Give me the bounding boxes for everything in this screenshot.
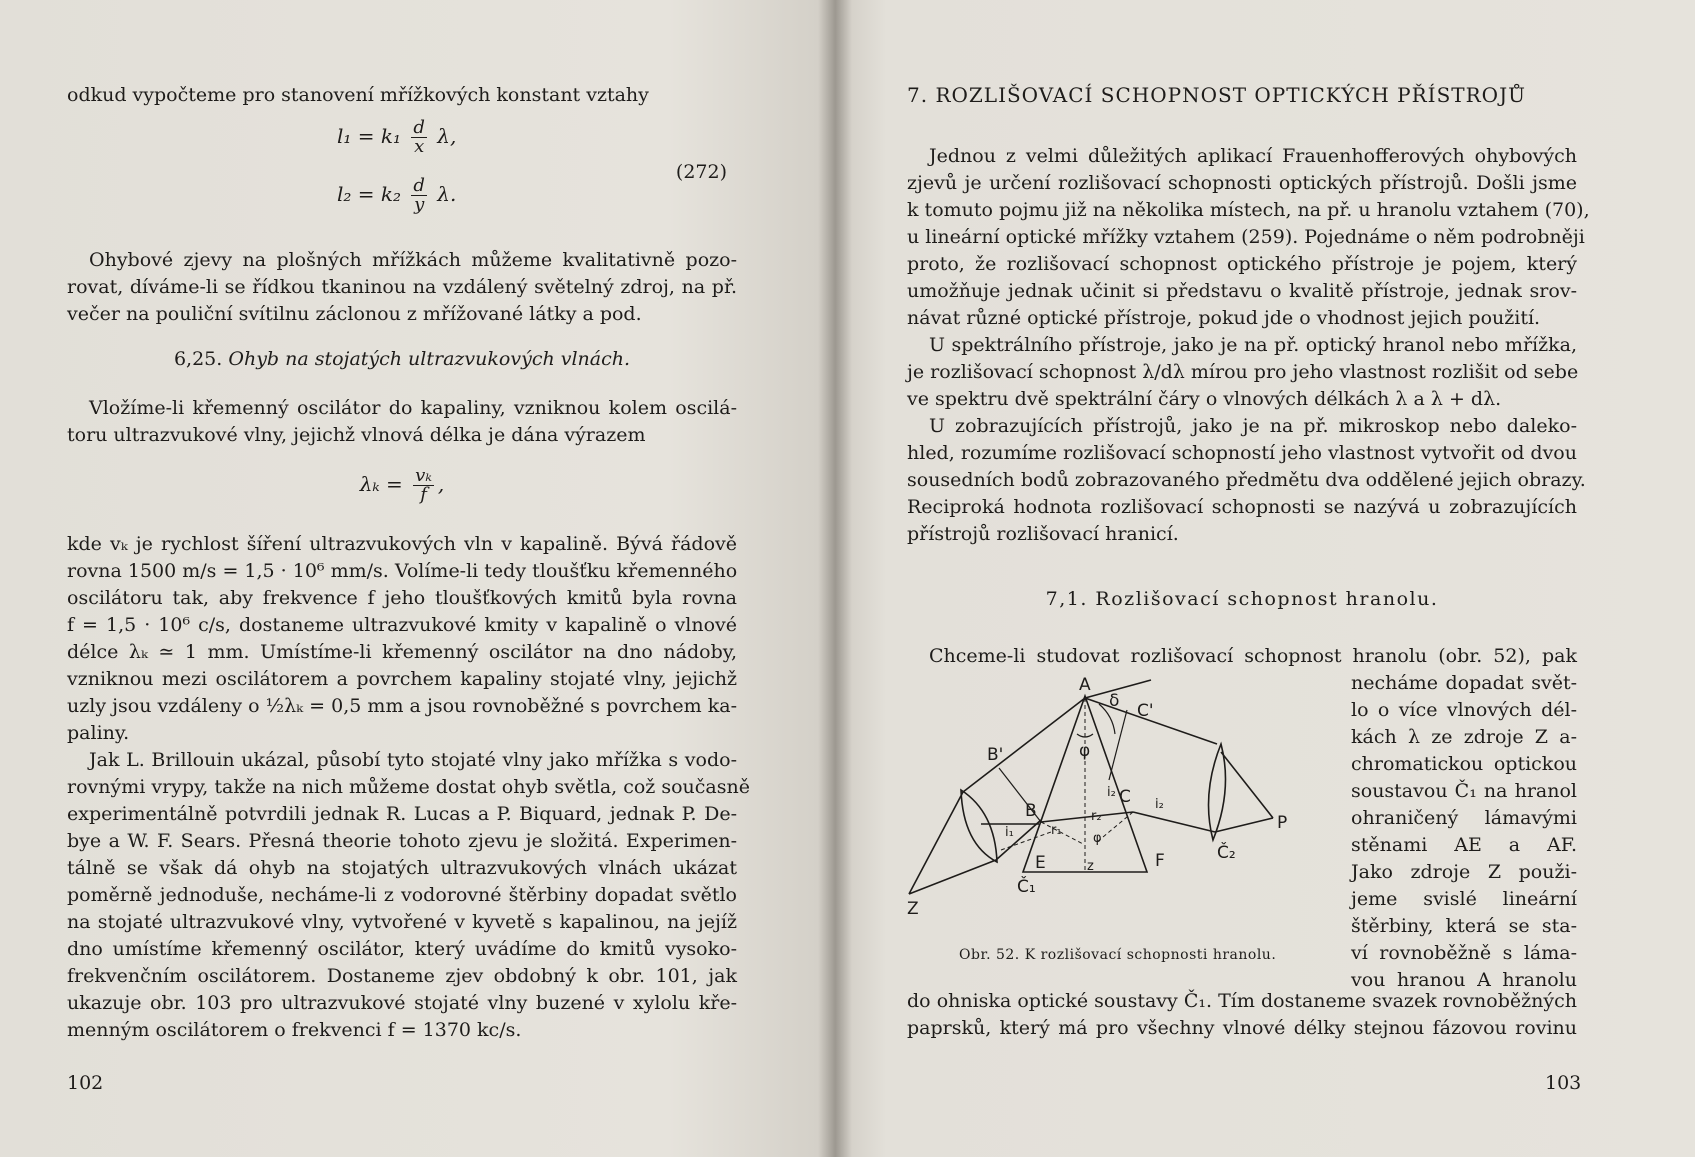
- paragraph-brillouin: Jak L. Brillouin ukázal, působí tyto stojaté vlny jako mřížka s vodo- rovnými vrypy, takže na nich můžeme dostat ohyb světla, což současně experimentálně potvrdili jednak R. Lucas a P. Biquard, jednak P. De- bye a W. F. Sears. Přesná theorie tohoto zjevu je složitá. Experimen- tálně se však dá ohyb na stojatých ultrazvukových vlnách ukázat poměrně jednoduše, necháme-li z vodorovné štěrbiny dopadat světlo na stojaté ultrazvukové vlny, vytvořené v kyvetě s kapalinou, na jejíž dno umístíme křemenný oscilátor, který uvádíme do kmitů vysoko- frekvenčním oscilátorem. Dostaneme zjev obdobný k obr. 101, jak ukazuje obr. 103 pro ultrazvukové stojaté vlny buzené v xylolu kře- menným oscilátorem o frekvenci f = 1370 kc/s.: [67, 749, 750, 1041]
- paragraph-intro-resolving-power: Jednou z velmi důležitých aplikací Frauenhofferových ohybových zjevů je určení rozlišovací schopnosti optických přístrojů. Došli jsme k tomuto pojmu již na několika místech, na př. u hranolu vztahem (70), u lineární optické mřížky vztahem (259). Pojednáme o něm podrobněji proto, že rozlišovací schopnost optického přístroje je pojem, který umožňuje jednak učinit si představu o kvalitě přístroje, jednak srov- návat různé optické přístroje, pokud jde o vhodnost jejich použití.: [907, 145, 1590, 329]
- label-phi-small: φ: [1093, 831, 1102, 846]
- label-C2: Č₂: [1217, 843, 1236, 863]
- paragraph-prism-continued: do ohniska optické soustavy Č₁. Tím dostaneme svazek rovnoběžných paprsků, který má pro všechny vlnové délky stejnou fázovou rovinu: [907, 990, 1577, 1039]
- figure-caption: Obr. 52. K rozlišovací schopnosti hranolu.: [959, 947, 1277, 963]
- equation-272: [67, 115, 737, 233]
- prism-resolving-power-figure: [901, 672, 1321, 940]
- equation-l2: l₂ = k₂ $\frac{d}{y}$ λ.: [337, 175, 457, 215]
- label-C1: Č₁: [1017, 877, 1036, 897]
- paragraph-imaging-instrument: U zobrazujících přístrojů, jako je na př. mikroskop nebo daleko- hled, rozumíme rozlišovací schopností jeho vlastnost vytvořit od dvou sousedních bodů zobrazovaného předmětu dva oddělené jejich obrazy. Reciproká hodnota rozlišovací schopnosti se nazývá u zobrazujících přístrojů rozlišovací hranicí.: [907, 415, 1586, 545]
- label-F: F: [1155, 851, 1165, 871]
- paragraph-quartz-oscillator: Vložíme-li křemenný oscilátor do kapaliny, vzniknou kolem oscilá- toru ultrazvukové vlny, jejichž vlnová délka je dána výrazem: [67, 397, 737, 446]
- paragraph-ultrasonic-speed: kde vₖ je rychlost šíření ultrazvukových vln v kapalině. Bývá řádově rovna 1500 m/s = 1,5 · 10⁶ mm/s. Volíme-li tedy tloušťku křemenného oscilátoru tak, aby frekvence f jeho tloušťkových kmitů byla rovna f = 1,5 · 10⁶ c/s, dostaneme ultrazvukové kmity v kapalině o vlnové délce λₖ ≃ 1 mm. Umístíme-li křemenný oscilátor na dno nádoby, vzniknou mezi oscilátorem a povrchem kapaliny stojaté vlny, jejichž uzly jsou vzdáleny o ½λₖ = 0,5 mm a jsou rovnoběžné s povrchem ka- paliny.: [67, 533, 738, 744]
- label-P: P: [1277, 813, 1288, 833]
- label-r1: r₁: [1051, 823, 1062, 838]
- paragraph-plane-gratings: Ohybové zjevy na plošných mřížkách můžeme kvalitativně pozo- rovat, díváme-li se řídkou tkaninou na vzdálený světelný zdroj, na př. večer na pouliční svítilnu záclonou z mřížované látky a pod.: [67, 249, 737, 325]
- section-heading-7-1: 7,1. Rozlišovací schopnost hranolu.: [1045, 588, 1439, 610]
- label-B: B: [1025, 801, 1037, 821]
- label-Z: Z: [907, 899, 919, 919]
- label-B-prime: B': [987, 745, 1004, 765]
- label-E: E: [1035, 853, 1046, 873]
- figure-side-text: necháme dopadat svět- lo o více vlnových dél- kách λ ze zdroje Z a- chromatickou optickou soustavou Č₁ na hranol ohraničený lámavými stěnami AE a AF. Jako zdroje Z použi- jeme svislé lineární štěrbiny, která se sta- ví rovnoběžně s láma- vou hranou A hranolu: [1351, 672, 1577, 991]
- equation-l1: l₁ = k₁ $\frac{d}{x}$ λ,: [337, 117, 457, 157]
- equation-wavelength: λₖ = $\frac{\text{vₖ}}{f}$ ,: [359, 465, 445, 505]
- page-number-right: 103: [1545, 1072, 1582, 1094]
- label-i1: i₁: [1005, 825, 1014, 840]
- paragraph-prism-first-line: Chceme-li studovat rozlišovací schopnost hranolu (obr. 52), pak: [929, 645, 1577, 667]
- page-number-left: 102: [67, 1072, 104, 1094]
- chapter-title: 7. ROZLIŠOVACÍ SCHOPNOST OPTICKÝCH PŘÍSTROJŮ: [907, 83, 1526, 107]
- lens-c1: [961, 790, 997, 862]
- label-C: C: [1119, 787, 1131, 807]
- lens-c2: [1209, 744, 1226, 840]
- right-page-text: [907, 82, 1590, 1042]
- label-A: A: [1079, 675, 1091, 695]
- label-r2: r₂: [1091, 809, 1102, 824]
- label-delta: δ: [1109, 691, 1120, 711]
- book-gutter: [818, 0, 852, 1157]
- left-page-text: [67, 82, 750, 1044]
- label-i2-inner: i₂: [1107, 785, 1116, 800]
- equation-number: (272): [675, 161, 727, 183]
- intro-line: odkud vypočteme pro stanovení mřížkových konstant vztahy: [67, 84, 649, 106]
- figure-52-block: [907, 670, 1577, 991]
- label-C-prime: C': [1137, 701, 1154, 721]
- paragraph-spectral-instrument: U spektrálního přístroje, jako je na př. optický hranol nebo mřížka, je rozlišovací schopnost λ/dλ mírou pro jeho vlastnost rozlišit od sebe ve spektru dvě spektrální čáry o vlnových délkách λ a λ + dλ.: [907, 334, 1579, 410]
- label-phi: φ: [1079, 741, 1091, 761]
- label-i2-outer: i₂: [1155, 797, 1164, 812]
- label-z: z: [1087, 859, 1094, 874]
- section-heading-6-25: 6,25. Ohyb na stojatých ultrazvukových vlnách.: [173, 348, 631, 370]
